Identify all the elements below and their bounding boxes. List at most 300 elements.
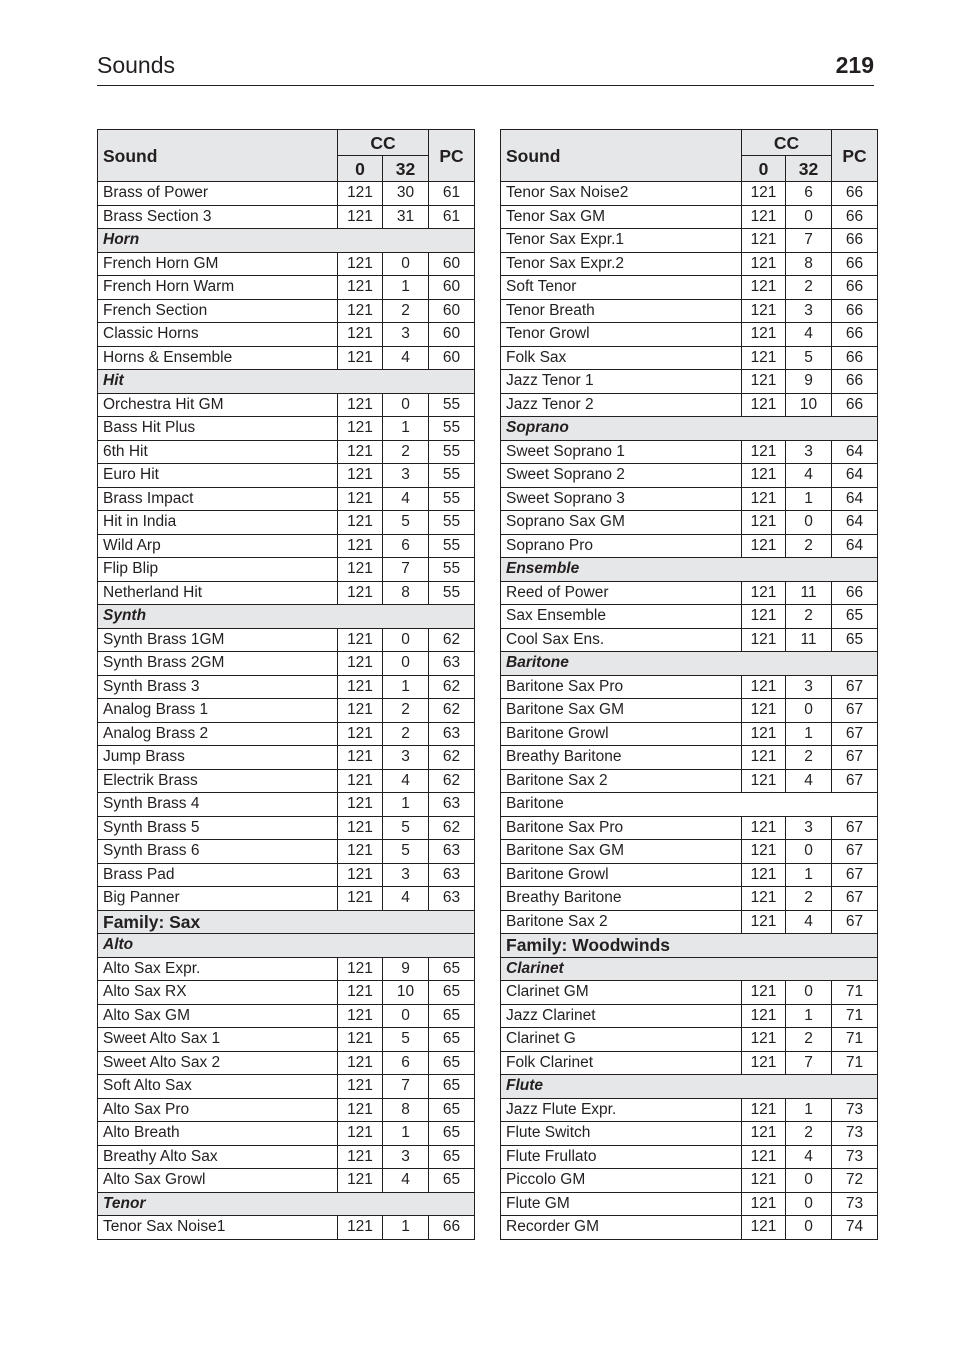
- table-row: [98, 793, 475, 817]
- cc0-cell: 121: [338, 1028, 383, 1052]
- table-row: [98, 1122, 475, 1146]
- group-label: Alto: [98, 934, 475, 958]
- table-row: [98, 1004, 475, 1028]
- group-header-row: [98, 370, 475, 394]
- pc-cell: 55: [429, 534, 475, 558]
- cc32-cell: 5: [383, 840, 429, 864]
- table-row: [501, 205, 878, 229]
- group-label: Clarinet: [501, 957, 878, 981]
- sound-name-cell: Horns & Ensemble: [98, 346, 338, 370]
- cc0-cell: 121: [742, 699, 786, 723]
- cc32-cell: 31: [383, 205, 429, 229]
- cc32-cell: 0: [383, 1004, 429, 1028]
- cc0-cell: 121: [742, 464, 786, 488]
- sound-name-cell: Baritone Sax GM: [501, 699, 742, 723]
- pc-cell: 67: [832, 746, 878, 770]
- cc32-cell: 3: [383, 746, 429, 770]
- sound-name-cell: Breathy Baritone: [501, 887, 742, 911]
- cc0-cell: 121: [338, 628, 383, 652]
- pc-cell: 64: [832, 534, 878, 558]
- pc-cell: 55: [429, 581, 475, 605]
- cc32-cell: 2: [383, 299, 429, 323]
- table-row: [501, 252, 878, 276]
- sound-name-cell: Brass Impact: [98, 487, 338, 511]
- cc32-cell: 2: [786, 887, 832, 911]
- table-row: [98, 1075, 475, 1099]
- table-row: [98, 464, 475, 488]
- sound-name-cell: Hit in India: [98, 511, 338, 535]
- table-row: [98, 722, 475, 746]
- pc-cell: 63: [429, 840, 475, 864]
- cc32-cell: 4: [786, 910, 832, 934]
- cc32-cell: 1: [383, 1122, 429, 1146]
- header-sound: Sound: [501, 130, 742, 182]
- cc32-cell: 0: [786, 511, 832, 535]
- cc32-cell: 5: [786, 346, 832, 370]
- cc32-cell: 1: [383, 793, 429, 817]
- cc0-cell: 121: [742, 1122, 786, 1146]
- cc0-cell: 121: [338, 957, 383, 981]
- pc-cell: 67: [832, 840, 878, 864]
- sound-name-cell: Flute Frullato: [501, 1145, 742, 1169]
- header-cc-32: 32: [786, 156, 832, 182]
- table-row: [501, 1169, 878, 1193]
- pc-cell: 62: [429, 699, 475, 723]
- cc0-cell: 121: [742, 1028, 786, 1052]
- table-row: [98, 558, 475, 582]
- cc32-cell: 1: [786, 1098, 832, 1122]
- pc-cell: 71: [832, 981, 878, 1005]
- cc32-cell: 3: [383, 323, 429, 347]
- pc-cell: 66: [832, 393, 878, 417]
- sound-name-cell: Breathy Alto Sax: [98, 1145, 338, 1169]
- pc-cell: 65: [429, 1004, 475, 1028]
- sound-name-cell: Synth Brass 3: [98, 675, 338, 699]
- table-row: [98, 769, 475, 793]
- sound-table-left: [97, 129, 475, 1240]
- pc-cell: 73: [832, 1192, 878, 1216]
- pc-cell: 66: [832, 229, 878, 253]
- pc-cell: 67: [832, 910, 878, 934]
- cc0-cell: 121: [338, 699, 383, 723]
- cc32-cell: 4: [383, 887, 429, 911]
- sound-name-cell: Flute Switch: [501, 1122, 742, 1146]
- sound-name-cell: Folk Clarinet: [501, 1051, 742, 1075]
- pc-cell: 60: [429, 323, 475, 347]
- cc32-cell: 0: [786, 840, 832, 864]
- pc-cell: 73: [832, 1122, 878, 1146]
- table-row: [501, 675, 878, 699]
- table-row: [98, 863, 475, 887]
- cc0-cell: 121: [742, 722, 786, 746]
- pc-cell: 60: [429, 299, 475, 323]
- pc-cell: 55: [429, 417, 475, 441]
- table-row: [98, 1145, 475, 1169]
- pc-cell: 65: [832, 628, 878, 652]
- pc-cell: 65: [429, 981, 475, 1005]
- table-row: [501, 1098, 878, 1122]
- sound-name-cell: Baritone Sax GM: [501, 840, 742, 864]
- sound-name-cell: Reed of Power: [501, 581, 742, 605]
- cc0-cell: 121: [338, 464, 383, 488]
- cc32-cell: 2: [786, 534, 832, 558]
- table-row: [98, 652, 475, 676]
- pc-cell: 67: [832, 699, 878, 723]
- pc-cell: 67: [832, 769, 878, 793]
- sound-name-cell: Alto Sax RX: [98, 981, 338, 1005]
- sound-name-cell: Baritone Sax 2: [501, 910, 742, 934]
- sound-name-cell: Jump Brass: [98, 746, 338, 770]
- cc32-cell: 3: [786, 816, 832, 840]
- table-row: [501, 323, 878, 347]
- sound-name-cell: Alto Sax Pro: [98, 1098, 338, 1122]
- pc-cell: 55: [429, 558, 475, 582]
- sound-name-cell: Electrik Brass: [98, 769, 338, 793]
- pc-cell: 66: [832, 205, 878, 229]
- pc-cell: 66: [832, 581, 878, 605]
- sound-name-cell: Synth Brass 5: [98, 816, 338, 840]
- cc32-cell: 6: [383, 534, 429, 558]
- header-pc: PC: [429, 130, 475, 182]
- cc0-cell: 121: [742, 487, 786, 511]
- cc0-cell: 121: [742, 581, 786, 605]
- cc0-cell: 121: [338, 205, 383, 229]
- group-header-row: [501, 652, 878, 676]
- sound-name-cell: Recorder GM: [501, 1216, 742, 1240]
- cc32-cell: 3: [383, 1145, 429, 1169]
- group-label: Synth: [98, 605, 475, 629]
- cc32-cell: 2: [383, 699, 429, 723]
- cc0-cell: 121: [338, 1004, 383, 1028]
- cc0-cell: 121: [742, 769, 786, 793]
- table-row: [501, 393, 878, 417]
- sound-name-cell: Brass Section 3: [98, 205, 338, 229]
- cc0-cell: 121: [338, 887, 383, 911]
- pc-cell: 67: [832, 887, 878, 911]
- table-row: [501, 1216, 878, 1240]
- sound-name-cell: Flute GM: [501, 1192, 742, 1216]
- pc-cell: 65: [429, 1051, 475, 1075]
- page-title: Sounds: [97, 52, 176, 78]
- cc32-cell: 1: [786, 487, 832, 511]
- sound-name-cell: Sweet Alto Sax 1: [98, 1028, 338, 1052]
- table-row: [98, 1028, 475, 1052]
- table-row: [501, 699, 878, 723]
- header-cc-0: 0: [338, 156, 383, 182]
- cc0-cell: 121: [742, 393, 786, 417]
- cc0-cell: 121: [338, 840, 383, 864]
- sound-name-cell: Tenor Sax Expr.1: [501, 229, 742, 253]
- cc0-cell: 121: [742, 1098, 786, 1122]
- cc32-cell: 0: [383, 252, 429, 276]
- sound-name-cell: Baritone Sax Pro: [501, 675, 742, 699]
- sound-name-cell: Soprano Sax GM: [501, 511, 742, 535]
- pc-cell: 65: [832, 605, 878, 629]
- cc32-cell: 5: [383, 816, 429, 840]
- sound-name-cell: Brass Pad: [98, 863, 338, 887]
- cc32-cell: 9: [786, 370, 832, 394]
- cc32-cell: 0: [383, 393, 429, 417]
- cc0-cell: 121: [742, 1216, 786, 1240]
- sound-name-cell: Tenor Sax Noise2: [501, 182, 742, 206]
- table-row: [98, 887, 475, 911]
- cc32-cell: 1: [383, 1216, 429, 1240]
- cc0-cell: 121: [742, 1145, 786, 1169]
- pc-cell: 55: [429, 464, 475, 488]
- cc0-cell: 121: [338, 652, 383, 676]
- group-label: Soprano: [501, 417, 878, 441]
- sound-name-cell: Euro Hit: [98, 464, 338, 488]
- pc-cell: 62: [429, 816, 475, 840]
- cc32-cell: 1: [383, 417, 429, 441]
- table-row: [98, 417, 475, 441]
- cc0-cell: 121: [742, 252, 786, 276]
- cc32-cell: 7: [383, 558, 429, 582]
- group-header-row: [98, 605, 475, 629]
- page-header: [97, 50, 874, 86]
- cc32-cell: 4: [786, 323, 832, 347]
- cc0-cell: 121: [742, 205, 786, 229]
- cc32-cell: 10: [786, 393, 832, 417]
- sound-name-cell: Sweet Soprano 3: [501, 487, 742, 511]
- table-row: [98, 252, 475, 276]
- pc-cell: 55: [429, 511, 475, 535]
- table-row: [501, 910, 878, 934]
- cc0-cell: 121: [742, 323, 786, 347]
- header-cc-0: 0: [742, 156, 786, 182]
- cc32-cell: 4: [786, 464, 832, 488]
- header-sound: Sound: [98, 130, 338, 182]
- table-row: [501, 534, 878, 558]
- sound-name-cell: Alto Sax GM: [98, 1004, 338, 1028]
- sound-name-cell: Baritone Sax Pro: [501, 816, 742, 840]
- sound-name-cell: French Horn GM: [98, 252, 338, 276]
- sound-name-cell: Baritone Growl: [501, 722, 742, 746]
- sound-name-cell: French Section: [98, 299, 338, 323]
- cc32-cell: 6: [383, 1051, 429, 1075]
- sound-name-cell: Alto Sax Growl: [98, 1169, 338, 1193]
- pc-cell: 55: [429, 393, 475, 417]
- cc32-cell: 11: [786, 581, 832, 605]
- sound-name-cell: Sweet Soprano 1: [501, 440, 742, 464]
- cc0-cell: 121: [338, 1075, 383, 1099]
- cc0-cell: 121: [338, 393, 383, 417]
- group-label: Family: Woodwinds: [501, 934, 878, 958]
- cc0-cell: 121: [338, 769, 383, 793]
- cc0-cell: 121: [338, 1122, 383, 1146]
- sound-name-cell: Alto Breath: [98, 1122, 338, 1146]
- cc32-cell: 7: [786, 1051, 832, 1075]
- sound-name-cell: Clarinet G: [501, 1028, 742, 1052]
- pc-cell: 64: [832, 464, 878, 488]
- cc32-cell: 3: [383, 863, 429, 887]
- cc0-cell: 121: [338, 746, 383, 770]
- pc-cell: 66: [832, 299, 878, 323]
- pc-cell: 60: [429, 276, 475, 300]
- sound-name-cell: Bass Hit Plus: [98, 417, 338, 441]
- sound-name-cell: Analog Brass 2: [98, 722, 338, 746]
- cc0-cell: 121: [742, 182, 786, 206]
- sound-name-cell: Analog Brass 1: [98, 699, 338, 723]
- cc32-cell: 1: [786, 863, 832, 887]
- sound-name-cell: Wild Arp: [98, 534, 338, 558]
- table-row: [98, 534, 475, 558]
- table-row: [501, 1028, 878, 1052]
- pc-cell: 63: [429, 887, 475, 911]
- pc-cell: 66: [832, 252, 878, 276]
- cc0-cell: 121: [338, 276, 383, 300]
- header-pc: PC: [832, 130, 878, 182]
- table-row: [501, 182, 878, 206]
- cc32-cell: 0: [786, 981, 832, 1005]
- sound-name-cell: Soprano Pro: [501, 534, 742, 558]
- pc-cell: 64: [832, 487, 878, 511]
- sound-name-cell: Synth Brass 6: [98, 840, 338, 864]
- cc0-cell: 121: [742, 746, 786, 770]
- cc32-cell: 7: [383, 1075, 429, 1099]
- pc-cell: 60: [429, 346, 475, 370]
- sound-name-cell: Jazz Tenor 1: [501, 370, 742, 394]
- cc32-cell: 1: [786, 722, 832, 746]
- pc-cell: 63: [429, 863, 475, 887]
- pc-cell: 55: [429, 440, 475, 464]
- table-row: [98, 957, 475, 981]
- table-row: [501, 863, 878, 887]
- sound-table-right: [500, 129, 878, 1240]
- sound-name-cell: Soft Alto Sax: [98, 1075, 338, 1099]
- table-row: [98, 628, 475, 652]
- cc0-cell: 121: [742, 346, 786, 370]
- cc32-cell: 4: [383, 487, 429, 511]
- cc0-cell: 121: [338, 981, 383, 1005]
- table-row: [501, 769, 878, 793]
- table-row: [98, 675, 475, 699]
- table-row: [501, 464, 878, 488]
- table-row: [501, 1192, 878, 1216]
- table-row: [501, 229, 878, 253]
- sound-name-cell: Tenor Growl: [501, 323, 742, 347]
- pc-cell: 61: [429, 182, 475, 206]
- table-row: [501, 887, 878, 911]
- cc0-cell: 121: [742, 887, 786, 911]
- table-row: [501, 605, 878, 629]
- table-row: [501, 816, 878, 840]
- table-row: [98, 816, 475, 840]
- pc-cell: 66: [832, 276, 878, 300]
- table-row: [98, 182, 475, 206]
- cc32-cell: 3: [786, 299, 832, 323]
- sound-name-cell: Jazz Clarinet: [501, 1004, 742, 1028]
- group-label: Hit: [98, 370, 475, 394]
- pc-cell: 65: [429, 1075, 475, 1099]
- cc32-cell: 3: [786, 440, 832, 464]
- pc-cell: 73: [832, 1145, 878, 1169]
- cc0-cell: 121: [742, 276, 786, 300]
- table-row: [501, 1004, 878, 1028]
- cc0-cell: 121: [742, 1169, 786, 1193]
- cc32-cell: 0: [786, 1192, 832, 1216]
- cc32-cell: 5: [383, 1028, 429, 1052]
- table-row: [98, 746, 475, 770]
- sound-name-cell: Big Panner: [98, 887, 338, 911]
- sound-name-cell: Tenor Sax Expr.2: [501, 252, 742, 276]
- pc-cell: 55: [429, 487, 475, 511]
- cc0-cell: 121: [338, 1169, 383, 1193]
- cc0-cell: 121: [338, 793, 383, 817]
- cc32-cell: 5: [383, 511, 429, 535]
- cc0-cell: 121: [742, 816, 786, 840]
- sound-name-cell: Flip Blip: [98, 558, 338, 582]
- sound-name-cell: French Horn Warm: [98, 276, 338, 300]
- table-row: [98, 581, 475, 605]
- cc32-cell: 0: [383, 628, 429, 652]
- pc-cell: 61: [429, 205, 475, 229]
- cc32-cell: 1: [786, 1004, 832, 1028]
- pc-cell: 62: [429, 628, 475, 652]
- cc0-cell: 121: [338, 581, 383, 605]
- cc0-cell: 121: [338, 417, 383, 441]
- cc32-cell: 2: [786, 605, 832, 629]
- pc-cell: 71: [832, 1004, 878, 1028]
- cc0-cell: 121: [338, 299, 383, 323]
- cc32-cell: 0: [383, 652, 429, 676]
- cc0-cell: 121: [742, 440, 786, 464]
- cc32-cell: 2: [786, 1028, 832, 1052]
- table-row: [98, 1098, 475, 1122]
- sound-name-cell: Classic Horns: [98, 323, 338, 347]
- table-row: [98, 1216, 475, 1240]
- sound-name-cell: Orchestra Hit GM: [98, 393, 338, 417]
- group-label: Family: Sax: [98, 910, 475, 934]
- sound-name-cell: Alto Sax Expr.: [98, 957, 338, 981]
- cc0-cell: 121: [742, 1051, 786, 1075]
- cc0-cell: 121: [742, 840, 786, 864]
- group-header-row: [501, 1075, 878, 1099]
- sound-name-cell: 6th Hit: [98, 440, 338, 464]
- cc32-cell: 6: [786, 182, 832, 206]
- cc0-cell: 121: [742, 511, 786, 535]
- table-row: [501, 487, 878, 511]
- table-row: [501, 840, 878, 864]
- cc0-cell: 121: [338, 816, 383, 840]
- cc32-cell: 3: [383, 464, 429, 488]
- pc-cell: 66: [832, 182, 878, 206]
- cc32-cell: 0: [786, 1169, 832, 1193]
- pc-cell: 73: [832, 1098, 878, 1122]
- cc32-cell: 2: [786, 276, 832, 300]
- table-row: [98, 511, 475, 535]
- sound-name-cell: Netherland Hit: [98, 581, 338, 605]
- pc-cell: 60: [429, 252, 475, 276]
- table-row: [501, 722, 878, 746]
- sound-name-cell: Jazz Flute Expr.: [501, 1098, 742, 1122]
- table-row: [501, 581, 878, 605]
- table-row: [98, 276, 475, 300]
- pc-cell: 65: [429, 957, 475, 981]
- group-label: Tenor: [98, 1192, 475, 1216]
- group-label: Flute: [501, 1075, 878, 1099]
- cc32-cell: 2: [383, 722, 429, 746]
- table-row: [98, 981, 475, 1005]
- pc-cell: 62: [429, 746, 475, 770]
- table-row: [501, 1122, 878, 1146]
- table-row: [98, 699, 475, 723]
- cc32-cell: 30: [383, 182, 429, 206]
- pc-cell: 65: [429, 1028, 475, 1052]
- cc0-cell: 121: [338, 863, 383, 887]
- cc32-cell: 0: [786, 1216, 832, 1240]
- table-row: [501, 628, 878, 652]
